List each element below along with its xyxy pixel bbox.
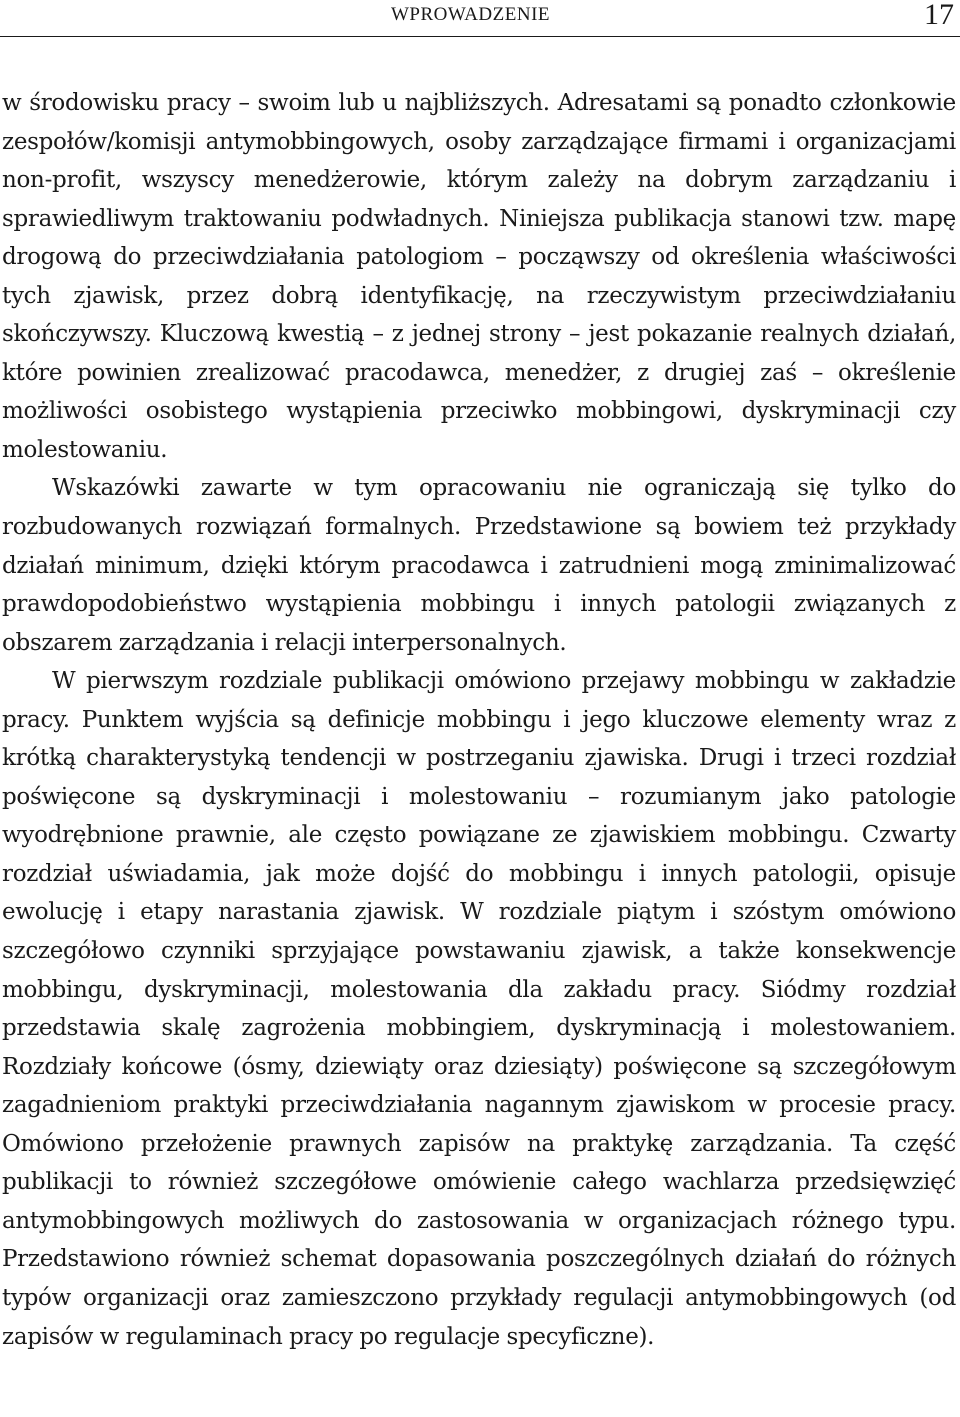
header-title: WPROWADZENIE — [390, 4, 550, 25]
running-header — [0, 0, 960, 37]
body-text — [2, 84, 956, 1356]
paragraph: w środowisku pracy – swoim lub u najbliższych. Adresatami są ponadto członkowie zespołów/komisji antymobbingowych, osoby zarządzające firmami i organizacjami non-profit, wszyscy menedżerowie, którym zależy na dobrym zarządzaniu i sprawiedliwym traktowaniu podwładnych. Niniejsza publikacja stanowi tzw. mapę drogową do przeciwdziałania patologiom – począwszy od określenia właściwości tych zjawisk, przez dobrą identyfikację, na rzeczywistym przeciwdziałaniu skończywszy. Kluczową kwestią – z jednej strony – jest pokazanie realnych działań, które powinien zrealizować pracodawca, menedżer, z drugiej zaś – określenie możliwości osobistego wystąpienia przeciwko mobbingowi, dyskryminacji czy molestowaniu. — [2, 90, 956, 463]
paragraph: Wskazówki zawarte w tym opracowaniu nie ograniczają się tylko do rozbudowanych rozwiązań formalnych. Przedstawione są bowiem też przykłady działań minimum, dzięki którym pracodawca i zatrudnieni mogą zminimalizować prawdopodobieństwo wystąpienia mobbingu i innych patologii związanych z obszarem zarządzania i relacji interpersonalnych. — [2, 475, 956, 656]
page-number: 17 — [924, 0, 954, 31]
paragraph: W pierwszym rozdziale publikacji omówiono przejawy mobbingu w zakładzie pracy. Punktem wyjścia są definicje mobbingu i jego kluczowe elementy wraz z krótką charakterystyką tendencji w postrzeganiu zjawiska. Drugi i trzeci rozdział poświęcone są dyskryminacji i molestowaniu – rozumianym jako patologie wyodrębnione prawnie, ale często powiązane ze zjawiskiem mobbingu. Czwarty rozdział uświadamia, jak może dojść do mobbingu i innych patologii, opisuje ewolucję i etapy narastania zjawisk. W rozdziale piątym i szóstym omówiono szczegółowo czynniki sprzyjające powstawaniu zjawisk, a także konsekwencje mobbingu, dyskryminacji, molestowania dla zakładu pracy. Siódmy rozdział przedstawia skalę zagrożenia mobbingiem, dyskryminacją i molestowaniem. Rozdziały końcowe (ósmy, dziewiąty oraz dziesiąty) poświęcone są szczegółowym zagadnieniom praktyki przeciwdziałania nagannym zjawiskom w procesie pracy. Omówiono przełożenie prawnych zapisów na praktykę zarządzania. Ta część publikacji to również szczegółowe omówienie całego wachlarza przedsięwzięć antymobbingowych możliwych do zastosowania w organizacjach różnego typu. Przedstawiono również schemat dopasowania poszczególnych działań do różnych typów organizacji oraz zamieszczono przykłady regulacji antymobbingowych (od zapisów w regulaminach pracy po regulacje specyficzne). — [2, 668, 956, 1350]
